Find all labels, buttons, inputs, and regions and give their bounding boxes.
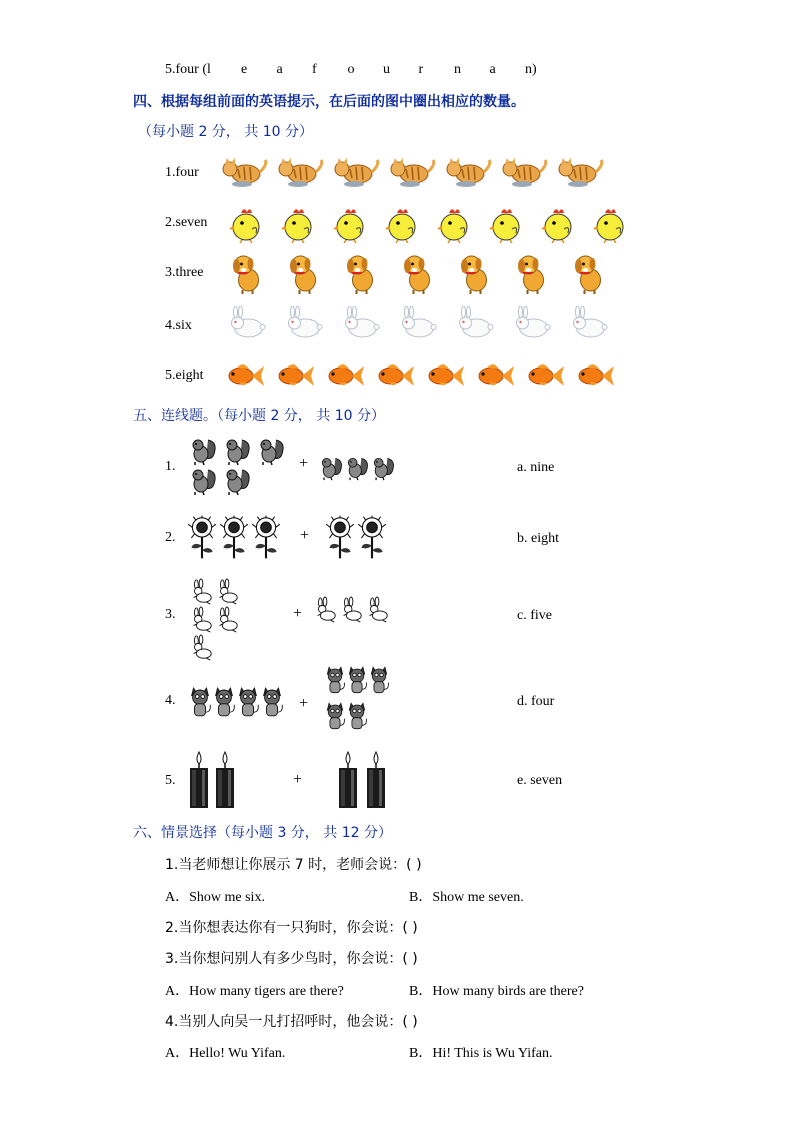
sunflower-icon [250,514,282,560]
cat-icon [439,156,495,190]
dog-icon [503,252,560,294]
rabbit-icon [389,306,446,340]
squirrel-group-left [186,436,296,498]
squirrel-icon [186,466,220,496]
goldfish-icon [518,360,568,390]
match-number: 5. [165,773,176,788]
scramble-letter: f [312,62,317,77]
count-row-label: 1.four [165,165,199,180]
goldfish-icon [218,360,268,390]
question-4-option-a: A．Hello! Wu Yifan. [165,1046,286,1061]
chick-icon [480,203,532,243]
plus-sign: + [299,695,309,712]
candle-icon [334,750,362,810]
candle-icon [212,750,238,810]
rabbit-sketch-group-left [188,578,274,668]
scramble-letter: n [454,62,461,77]
cat-sketch-icon [236,684,260,720]
dog-icon [560,252,617,294]
goldfish-icon [418,360,468,390]
cat-row [215,156,607,190]
scramble-letter: o [347,62,355,77]
match-number: 3. [165,607,176,622]
scramble-letter: r [418,62,424,77]
cat-sketch-icon [188,684,212,720]
sunflower-icon [324,514,356,560]
squirrel-icon [318,451,344,485]
cat-sketch-group-right [324,662,394,742]
cat-sketch-icon [346,698,368,734]
cat-sketch-icon [346,662,368,698]
question-3: 3.当你想问别人有多少鸟时，你会说：( ) [165,951,418,967]
plus-sign: + [300,527,310,544]
goldfish-icon [568,360,618,390]
rabbit-sketch-icon [188,606,214,634]
match-answer: d. four [517,694,555,709]
cat-sketch-icon [324,662,346,698]
section4-title: 四、根据每组前面的英语提示，在后面的图中圈出相应的数量。 [133,94,525,110]
match-number: 4. [165,693,176,708]
question-4: 4.当别人向吴一凡打招呼时，他会说：( ) [165,1014,418,1030]
rabbit-sketch-icon [338,596,364,624]
question-3-option-a: A．How many tigers are there? [165,984,344,999]
squirrel-icon [186,436,220,466]
squirrel-icon [370,451,396,485]
plus-sign: + [293,771,303,788]
scramble-letter: a [276,62,283,77]
match-answer: b. eight [517,531,559,546]
rabbit-icon [332,306,389,340]
dog-icon [332,252,389,294]
goldfish-icon [318,360,368,390]
scramble-letter: n) [525,62,537,77]
squirrel-icon [220,466,254,496]
rabbit-row [218,306,617,340]
question-3-option-b: B．How many birds are there? [409,984,584,999]
cat-sketch-icon [324,698,346,734]
scramble-letter: e [241,62,248,77]
question-1: 1.当老师想让你展示 7 时，老师会说：( ) [165,857,422,873]
cat-sketch-icon [212,684,236,720]
dog-row [218,252,617,294]
rabbit-icon [446,306,503,340]
chick-icon [220,203,272,243]
squirrel-group-right [318,451,398,485]
squirrel-icon [344,451,370,485]
match-answer: c. five [517,608,552,623]
rabbit-icon [218,306,275,340]
goldfish-icon [368,360,418,390]
chick-icon [376,203,428,243]
squirrel-icon [220,436,254,466]
cat-icon [551,156,607,190]
sunflower-group-left [186,514,286,562]
match-number: 2. [165,530,176,545]
dog-icon [446,252,503,294]
cat-sketch-icon [260,684,284,720]
candle-group-left [186,750,246,810]
cat-icon [495,156,551,190]
chick-icon [532,203,584,243]
squirrel-icon [254,436,288,466]
dog-icon [389,252,446,294]
plus-sign: + [293,605,303,622]
question-1-option-a: A．Show me six. [165,890,265,905]
goldfish-icon [268,360,318,390]
rabbit-icon [560,306,617,340]
goldfish-icon [468,360,518,390]
rabbit-sketch-icon [214,578,240,606]
chick-icon [324,203,376,243]
sunflower-icon [356,514,388,560]
rabbit-sketch-icon [188,634,214,662]
section6-title: 六、情景选择（每小题 3 分， 共 12 分） [133,825,392,841]
candle-icon [362,750,390,810]
chick-icon [272,203,324,243]
cat-icon [327,156,383,190]
question-4-option-b: B．Hi! This is Wu Yifan. [409,1046,553,1061]
rabbit-sketch-icon [188,578,214,606]
cat-icon [271,156,327,190]
scramble-question [165,62,211,78]
cat-sketch-group-left [188,684,284,724]
scramble-letter: u [383,62,390,77]
chick-icon [428,203,480,243]
sunflower-icon [218,514,250,560]
rabbit-sketch-icon [364,596,390,624]
rabbit-sketch-group-right [312,596,394,652]
sunflower-group-right [324,514,390,562]
question-1-option-b: B．Show me seven. [409,890,524,905]
cat-icon [383,156,439,190]
cat-sketch-icon [368,662,390,698]
count-row-label: 3.three [165,265,204,280]
count-row-label: 4.six [165,318,192,333]
count-row-label: 5.eight [165,368,204,383]
sunflower-icon [186,514,218,560]
section4-score: （每小题 2 分， 共 10 分） [138,124,313,140]
chick-icon [584,203,636,243]
chick-row [220,203,636,243]
question-2: 2.当你想表达你有一只狗时，你会说：( ) [165,920,418,936]
rabbit-icon [503,306,560,340]
cat-icon [215,156,271,190]
section5-title: 五、连线题。（每小题 2 分， 共 10 分） [133,408,385,424]
match-number: 1. [165,459,176,474]
count-row-label: 2.seven [165,215,208,230]
candle-group-right [334,750,394,810]
candle-icon [186,750,212,810]
rabbit-sketch-icon [312,596,338,624]
scramble-letters [241,62,557,78]
match-answer: e. seven [517,773,563,788]
goldfish-row [218,360,618,390]
match-answer: a. nine [517,460,555,475]
rabbit-icon [275,306,332,340]
plus-sign: + [299,455,309,472]
rabbit-sketch-icon [214,606,240,634]
dog-icon [275,252,332,294]
dog-icon [218,252,275,294]
scramble-letter: a [489,62,496,77]
scramble-label: 5.four (l [165,62,211,77]
